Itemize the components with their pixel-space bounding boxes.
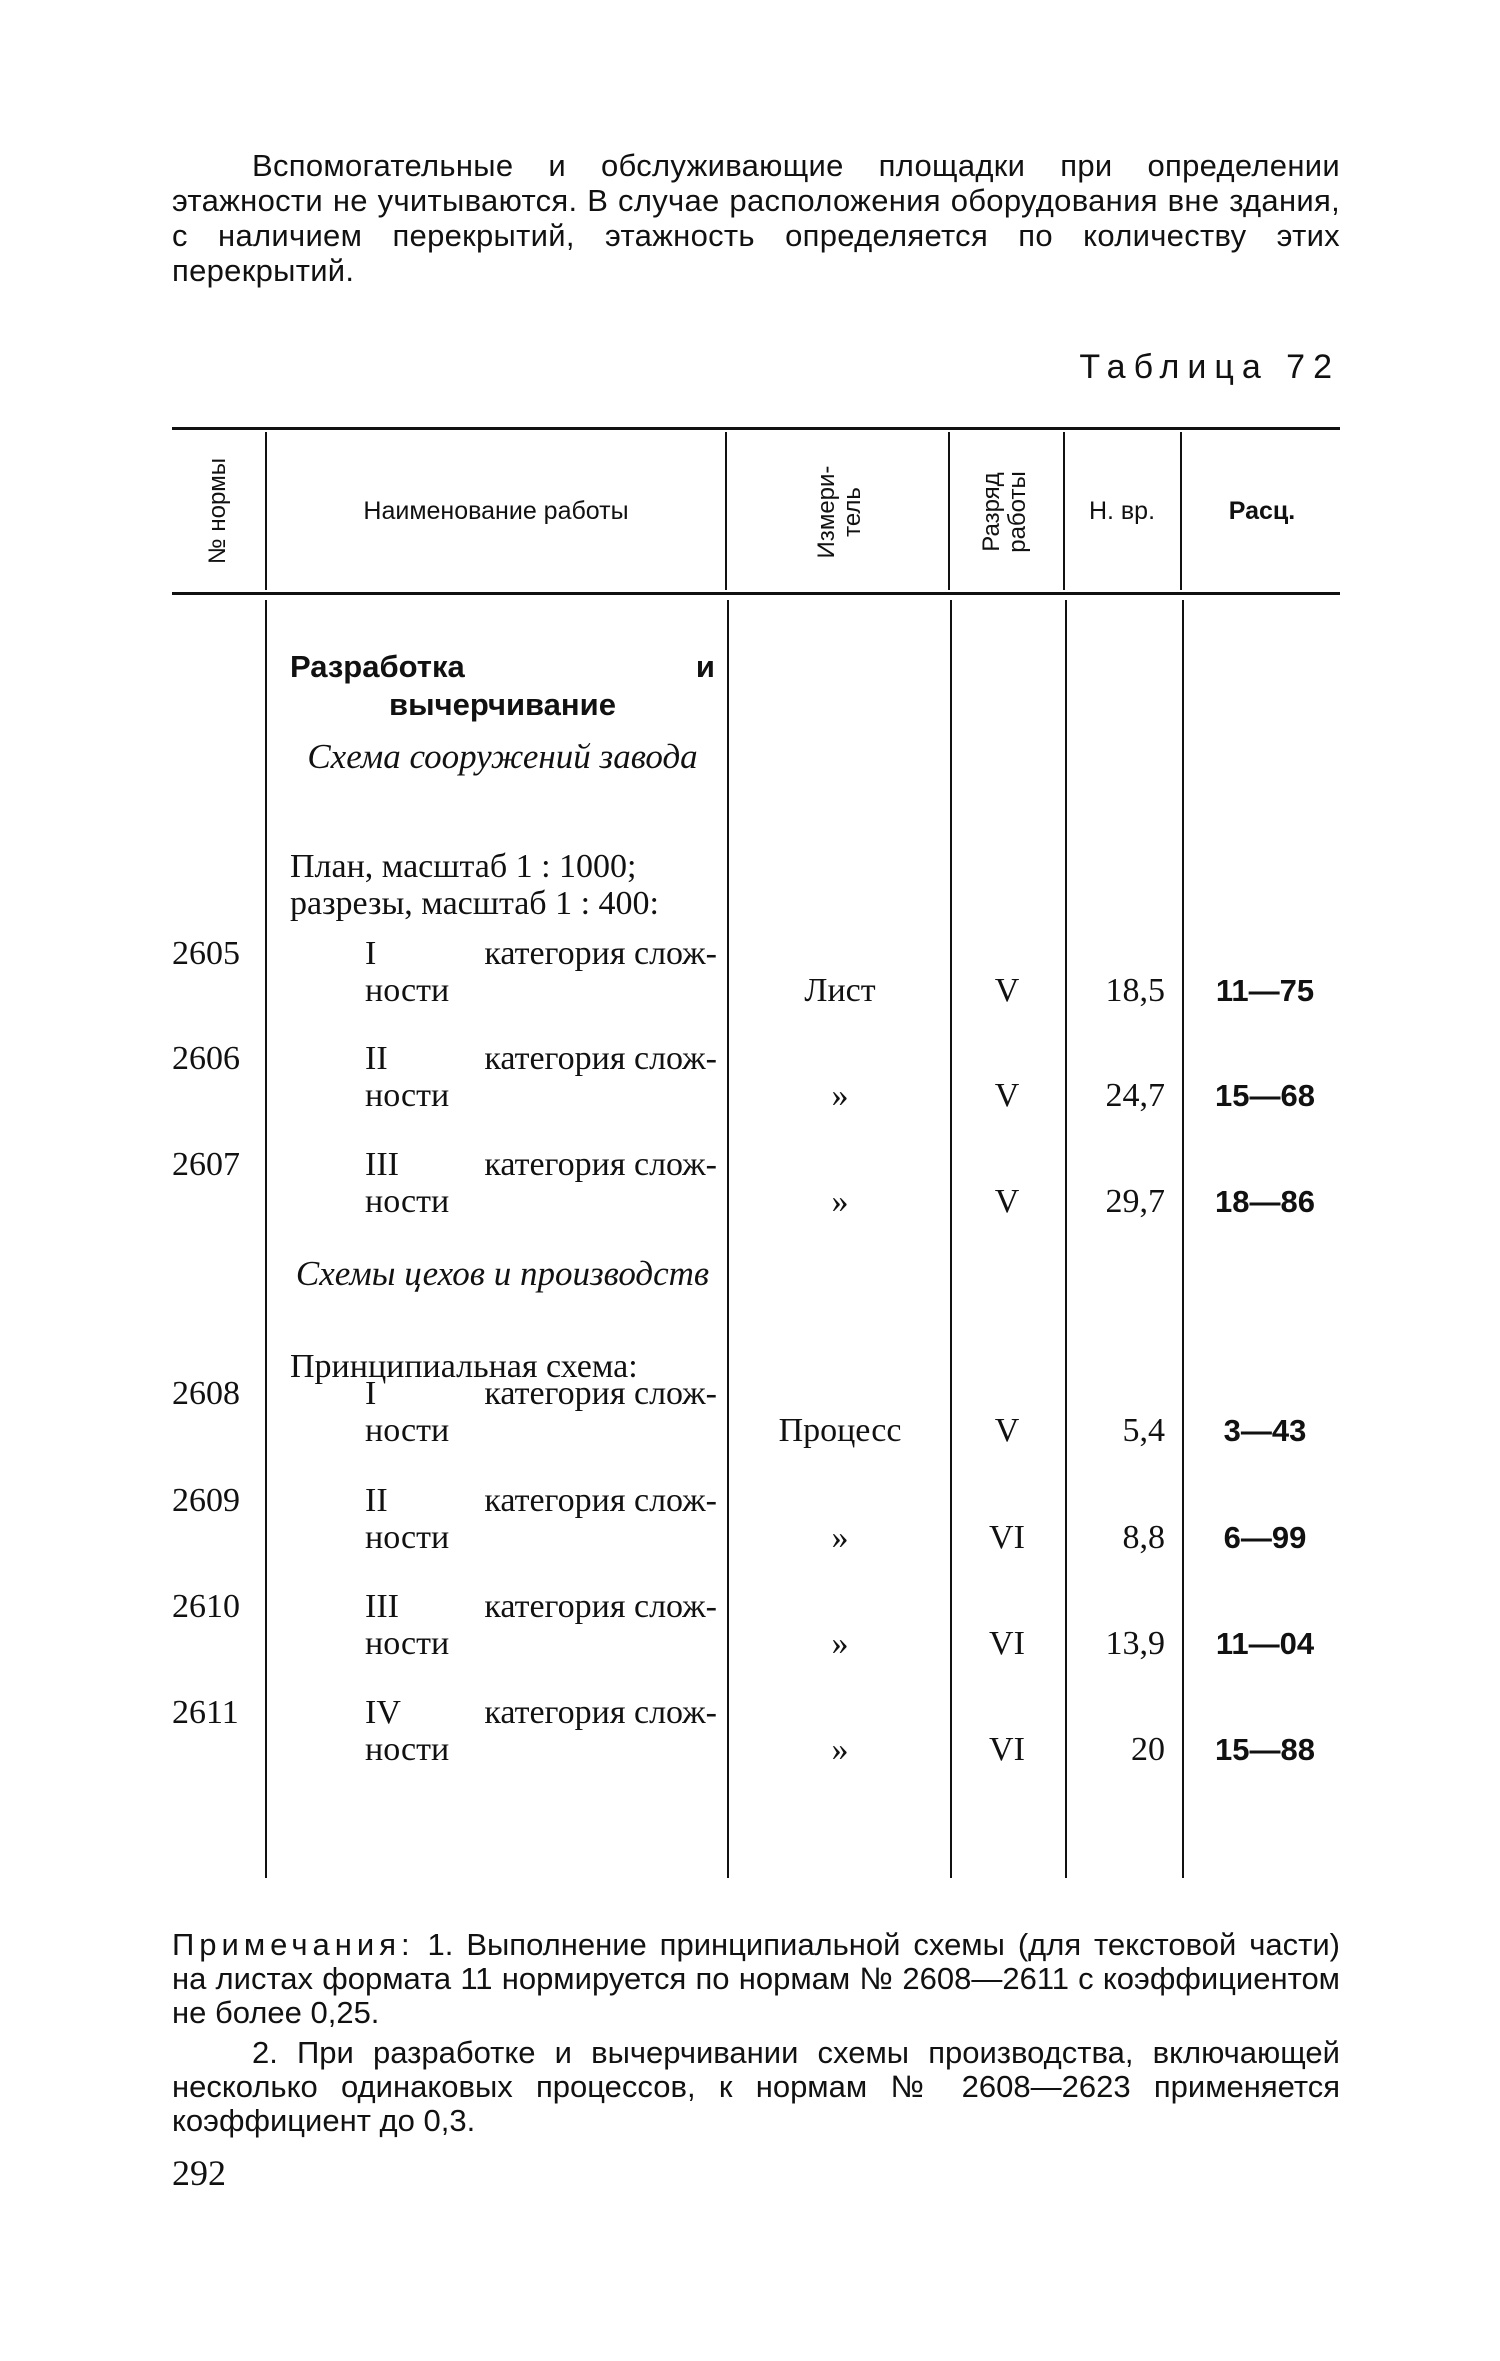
rate-cell: 3—43 [1223, 1413, 1307, 1448]
unit-cell: » [831, 1625, 849, 1662]
work-name-line [365, 1694, 717, 1731]
body-divider [265, 600, 267, 1878]
header-name: Наименование работы [363, 496, 629, 525]
category-numeral: II [365, 1040, 388, 1077]
grade-cell: VI [989, 1625, 1025, 1662]
grade-cell: V [994, 1077, 1020, 1114]
notes [172, 1928, 1340, 2138]
group-title: Схема сооружений завода [307, 737, 698, 776]
work-name-line [365, 1588, 717, 1625]
rate-cell: 15—68 [1215, 1078, 1315, 1113]
work-name-line: ности [365, 1183, 450, 1220]
header-grade-text: Разряд работы [978, 471, 1031, 553]
header-grade [979, 447, 1031, 577]
header-divider [1180, 432, 1182, 590]
category-word: категория слож- [484, 935, 717, 972]
time-norm-cell: 5,4 [1122, 1412, 1165, 1449]
category-word: категория слож- [484, 1694, 717, 1731]
category-word: категория слож- [484, 1146, 717, 1183]
intro-paragraph: Вспомогательные и обслуживающие площадки при определении этажности не учитываются. В случае расположения оборудования вне здания, с наличием перекрытий, этажность определяется по количеству этих перекрытий. [172, 148, 1340, 288]
work-name-line [365, 1375, 717, 1412]
table-caption: Таблица 72 [1079, 348, 1340, 386]
norm-number: 2607 [172, 1146, 240, 1183]
header-divider [948, 432, 950, 590]
body-divider [950, 600, 952, 1878]
rate-cell: 11—75 [1215, 973, 1315, 1008]
grade-cell: V [994, 1412, 1020, 1449]
header-time: Н. вр. [1088, 496, 1156, 525]
norm-number: 2611 [172, 1694, 239, 1731]
work-name [365, 935, 717, 1009]
category-numeral: II [365, 1482, 388, 1519]
work-name-line: ности [365, 1077, 450, 1114]
norm-number: 2609 [172, 1482, 240, 1519]
table-row [0, 935, 1500, 1015]
group-title: Схемы цехов и производств [295, 1254, 710, 1293]
time-norm-cell: 8,8 [1122, 1519, 1165, 1556]
rate-cell: 15—88 [1215, 1732, 1315, 1767]
time-norm-cell: 18,5 [1105, 972, 1165, 1009]
category-word: категория слож- [484, 1040, 717, 1077]
work-name-line [365, 1146, 717, 1183]
category-word: категория слож- [484, 1588, 717, 1625]
category-numeral: I [365, 1375, 377, 1412]
body-divider [1065, 600, 1067, 1878]
group-intro-line: разрезы, масштаб 1 : 400: [290, 885, 660, 922]
time-norm-cell: 20 [1131, 1731, 1165, 1768]
header-unit [814, 447, 866, 577]
category-numeral: IV [365, 1694, 401, 1731]
norm-number: 2608 [172, 1375, 240, 1412]
table-top-rule [172, 427, 1340, 430]
body-divider [727, 600, 729, 1878]
rate-cell: 18—86 [1215, 1184, 1315, 1219]
work-name-line [365, 1040, 717, 1077]
work-name-line: ности [365, 1731, 450, 1768]
header-divider [1063, 432, 1065, 590]
unit-cell: » [831, 1183, 849, 1220]
time-norm-cell: 13,9 [1105, 1625, 1165, 1662]
time-norm-cell: 29,7 [1105, 1183, 1165, 1220]
header-rate: Расц. [1228, 496, 1296, 525]
work-name [365, 1040, 717, 1114]
work-name-line: ности [365, 972, 450, 1009]
section-title [290, 648, 715, 724]
work-name [365, 1694, 717, 1768]
unit-cell: » [831, 1077, 849, 1114]
rate-cell: 6—99 [1223, 1520, 1307, 1555]
note-1 [172, 1928, 1340, 2030]
grade-cell: V [994, 1183, 1020, 1220]
work-name-line: ности [365, 1412, 450, 1449]
page-number: 292 [172, 2153, 226, 2193]
time-norm-cell: 24,7 [1105, 1077, 1165, 1114]
table-row [0, 1375, 1500, 1455]
unit-cell: Лист [804, 972, 876, 1009]
norm-number: 2610 [172, 1588, 240, 1625]
work-name-line: ности [365, 1519, 450, 1556]
rate-cell: 11—04 [1215, 1626, 1315, 1661]
grade-cell: V [994, 972, 1020, 1009]
category-word: категория слож- [484, 1482, 717, 1519]
section-title-text: Разработка и вычерчивание [290, 649, 715, 722]
table-row [0, 1482, 1500, 1562]
norm-number: 2605 [172, 935, 240, 972]
grade-cell: VI [989, 1519, 1025, 1556]
body-divider [1182, 600, 1184, 1878]
work-name [365, 1375, 717, 1449]
unit-cell: » [831, 1731, 849, 1768]
header-unit-text: Измери- тель [813, 465, 866, 559]
header-number: № нормы [204, 457, 231, 565]
work-name [365, 1588, 717, 1662]
work-name [365, 1482, 717, 1556]
category-word: категория слож- [484, 1375, 717, 1412]
norm-number: 2606 [172, 1040, 240, 1077]
notes-lead: Примечания: [172, 1927, 415, 1962]
unit-cell: Процесс [778, 1412, 902, 1449]
table-row [0, 1694, 1500, 1774]
header-divider [725, 432, 727, 590]
grade-cell: VI [989, 1731, 1025, 1768]
unit-cell: » [831, 1519, 849, 1556]
category-numeral: III [365, 1146, 399, 1183]
work-name-line [365, 1482, 717, 1519]
header-divider [265, 432, 267, 590]
table-row [0, 1040, 1500, 1120]
work-name-line [365, 935, 717, 972]
group-intro [290, 848, 715, 922]
table-row [0, 1146, 1500, 1226]
note-1-text: 1. Выполнение принципиальной схемы (для текстовой части) на листах формата 11 нормируется по нормам № 2608—2611 с коэффициентом не более 0,25. [172, 1927, 1340, 2030]
work-name [365, 1146, 717, 1220]
header-bottom-rule [172, 592, 1340, 595]
work-name-line: ности [365, 1625, 450, 1662]
category-numeral: I [365, 935, 377, 972]
category-numeral: III [365, 1588, 399, 1625]
note-2: 2. При разработке и вычерчивании схемы производства, включающей несколько одинаковых процессов, к нормам № 2608—2623 применяется коэффициент до 0,3. [172, 2035, 1340, 2138]
group-intro-line: План, масштаб 1 : 1000; [290, 848, 637, 885]
table-row [0, 1588, 1500, 1668]
group-intro-line: Принципиальная схема: [290, 1348, 638, 1385]
